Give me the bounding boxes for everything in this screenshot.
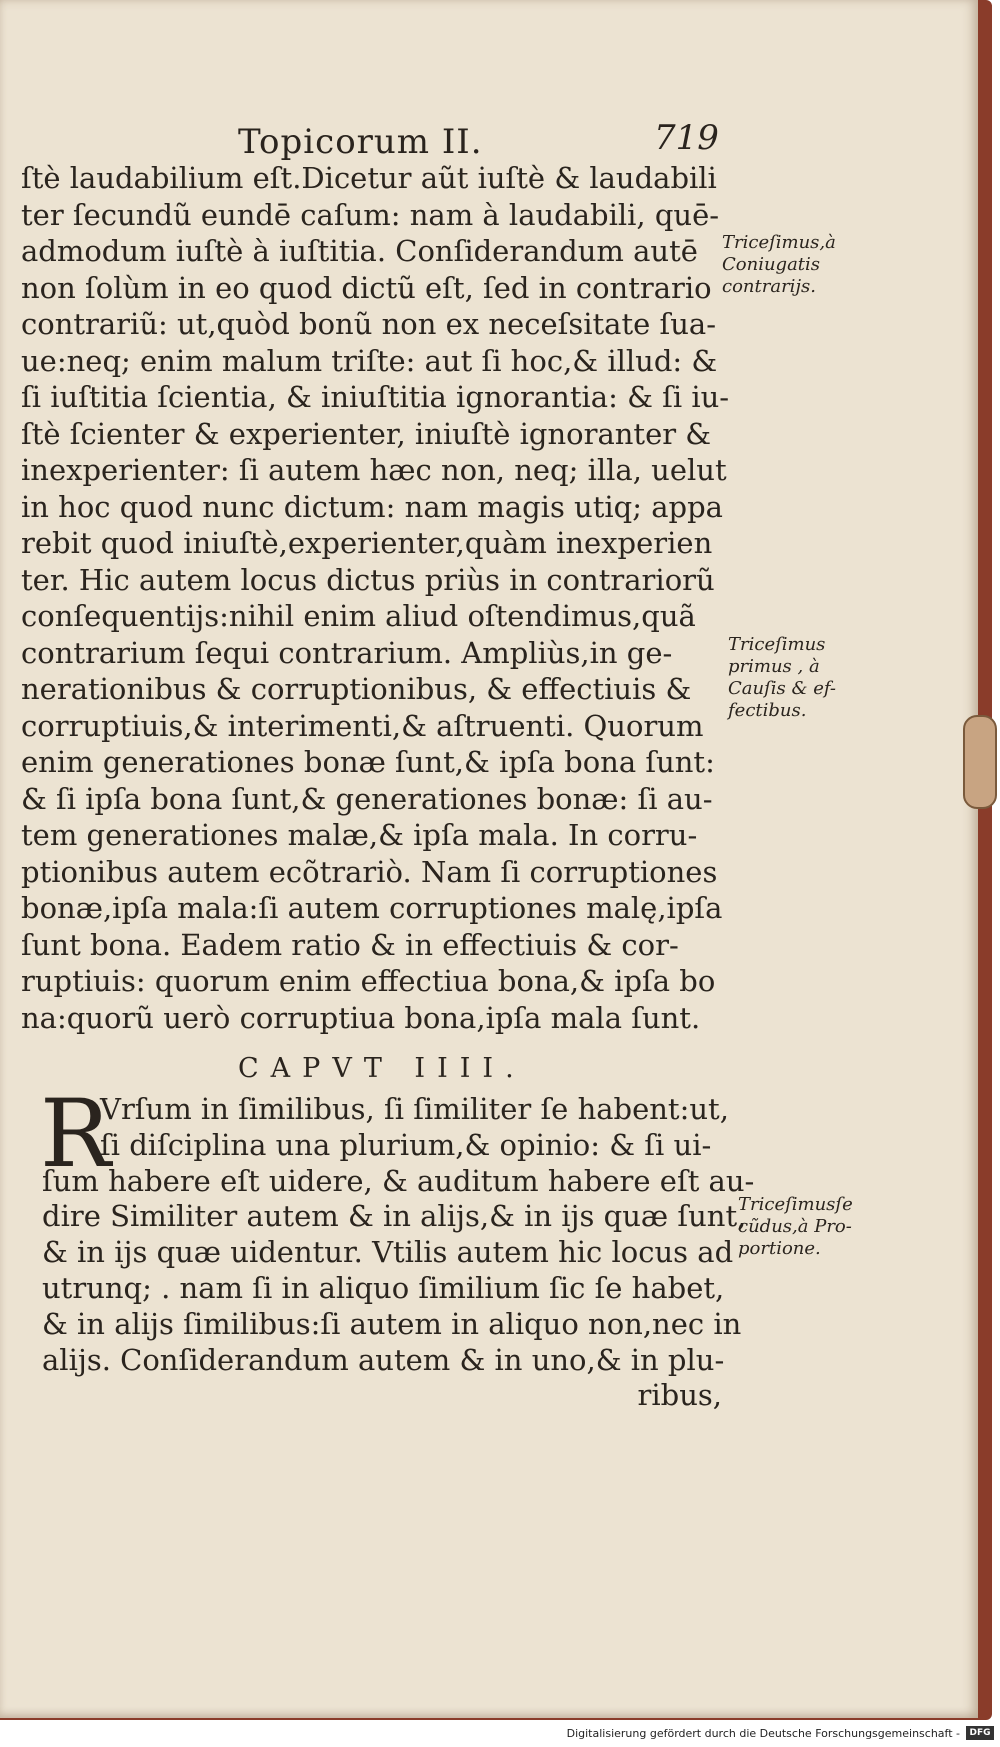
text-line: dire Similiter autem & in alijs,& in ijs quæ ſunt, bbox=[42, 1199, 747, 1234]
marginal-note-line: Triceſimus bbox=[728, 634, 826, 655]
text-line: ſi diſciplina una plurium,& opinio: & ſi ui- bbox=[100, 1127, 712, 1162]
text-line: ſi iuſtitia ſcientia, & iniuſtitia ignorantia: & ſi iu- bbox=[21, 380, 730, 414]
drop-cap-initial: R bbox=[40, 1080, 111, 1189]
text-line: alijs. Conſiderandum autem & in uno,& in plu- bbox=[42, 1342, 725, 1377]
text-line: ſtè ſcienter & experienter, iniuſtè ignoranter & bbox=[21, 416, 712, 451]
text-line: enim generationes bonæ ſunt,& ipſa bona ſunt: bbox=[21, 745, 715, 779]
marginal-note bbox=[728, 634, 836, 722]
text-line: ue:neq; enim malum triſte: aut ſi hoc,& illud: & bbox=[21, 343, 718, 378]
text-line: non ſolùm in eo quod dictũ eſt, ſed in contrario bbox=[21, 270, 712, 305]
text-line: inexperienter: ſi autem hæc non, neq; illa, uelut bbox=[21, 453, 727, 487]
text-line: Vrſum in ſimilibus, ſi ſimiliter ſe habent:ut, bbox=[100, 1092, 729, 1126]
text-line: ter. Hic autem locus dictus priùs in contrariorũ bbox=[21, 562, 715, 597]
marginal-note-line: portione. bbox=[738, 1238, 821, 1259]
text-line: na:quorũ uerò corruptiua bona,ipſa mala ſunt. bbox=[21, 1000, 701, 1035]
marginal-note-line: Coniugatis bbox=[722, 254, 821, 275]
text-line: & ſi ipſa bona ſunt,& generationes bonæ: ſi au- bbox=[21, 781, 713, 816]
marginal-note-line: fectibus. bbox=[728, 700, 807, 721]
marginal-note-line: Triceſimusſe bbox=[738, 1194, 853, 1215]
text-line: admodum iuſtè à iuſtitia. Conſiderandum autē bbox=[21, 234, 698, 268]
text-line: corruptiuis,& interimenti,& aſtruenti. Quorum bbox=[21, 708, 704, 743]
marginal-note bbox=[722, 232, 836, 298]
page-number: 719 bbox=[654, 118, 719, 158]
text-line: ruptiuis: quorum enim effectiua bona,& ipſa bo bbox=[21, 964, 716, 998]
body-text-block bbox=[21, 160, 730, 1036]
chapter-text-block bbox=[42, 1092, 755, 1414]
text-line: nerationibus & corruptionibus, & effectiuis & bbox=[21, 672, 692, 706]
text-line: utrunq; . nam ſi in aliquo ſimilium ſic ſe habet, bbox=[42, 1270, 725, 1305]
dfg-logo: DFG bbox=[966, 1726, 994, 1740]
text-line: tem generationes malæ,& ipſa mala. In corru- bbox=[21, 818, 698, 852]
text-line: conſequentijs:nihil enim aliud oſtendimus,quã bbox=[21, 599, 696, 633]
catchword: ribus, bbox=[637, 1378, 722, 1413]
text-line: ſtè laudabilium eſt.Dicetur aũt iuſtè & laudabili bbox=[21, 161, 717, 195]
text-line: contrariũ: ut,quòd bonũ non ex neceſsitate ſua- bbox=[21, 307, 716, 341]
text-line: & in ijs quæ uidentur. Vtilis autem hic locus ad bbox=[42, 1235, 734, 1270]
funding-credit: Digitalisierung gefördert durch die Deutsche Forschungsgemeinschaft - bbox=[566, 1727, 960, 1740]
chapter-heading: CAPVT IIII. bbox=[238, 1053, 526, 1084]
marginal-note-line: cũdus,à Pro- bbox=[738, 1216, 852, 1237]
text-line: & in alijs ſimilibus:ſi autem in aliquo non,nec in bbox=[42, 1306, 742, 1341]
text-line: ter ſecundũ eundē caſum: nam à laudabili, quē- bbox=[21, 197, 720, 232]
marginal-note bbox=[738, 1194, 853, 1260]
marginal-note-line: Triceſimus,à bbox=[722, 232, 836, 253]
running-header-title: Topicorum II. bbox=[238, 122, 483, 162]
text-line: rebit quod iniuſtè,experienter,quàm inexperien bbox=[21, 526, 713, 560]
text-line: ſum habere eſt uidere, & auditum habere eſt au- bbox=[42, 1163, 755, 1198]
text-line: bonæ,ipſa mala:ſi autem corruptiones malę,ipſa bbox=[21, 891, 723, 925]
text-line: ptionibus autem ecõtrariò. Nam ſi corruptiones bbox=[21, 854, 718, 889]
text-line: in hoc quod nunc dictum: nam magis utiq; appa bbox=[21, 489, 723, 524]
marginal-note-line: Cauſis & ef- bbox=[728, 678, 836, 699]
marginal-note-line: primus , à bbox=[728, 656, 820, 677]
text-line: ſunt bona. Eadem ratio & in effectiuis & cor- bbox=[21, 927, 679, 962]
text-line: contrarium ſequi contrarium. Ampliùs,in ge- bbox=[21, 635, 673, 670]
marginal-note-line: contrarijs. bbox=[722, 276, 816, 297]
page-tab-marker bbox=[963, 715, 997, 809]
